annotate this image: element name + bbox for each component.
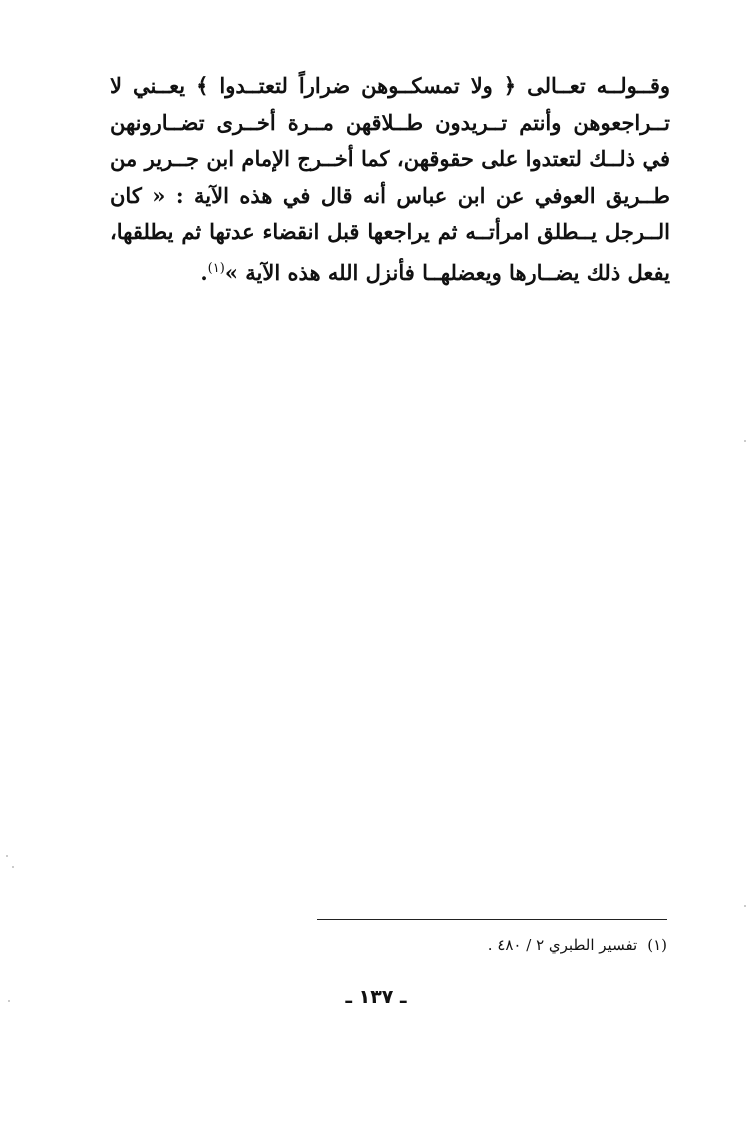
- paragraph-end: .: [200, 259, 208, 285]
- scan-speck: [744, 440, 746, 442]
- scan-speck: [6, 855, 8, 857]
- main-text-block: [110, 68, 670, 291]
- scan-speck: [12, 866, 14, 868]
- main-paragraph: [110, 68, 670, 291]
- scan-speck: [8, 1000, 10, 1002]
- footnote: [317, 933, 667, 957]
- scan-speck: [744, 905, 746, 907]
- footnote-marker: (١): [647, 936, 667, 954]
- footnote-separator: [317, 919, 667, 920]
- footnote-text: تفسير الطبري ٢ / ٤٨٠ .: [487, 936, 638, 954]
- footnote-reference: (١): [207, 260, 225, 276]
- paragraph-text: وقــولــه تعــالى ﴿ ولا تمسكــوهن ضراراً لتعتــدوا ﴾ يعــني لا تــراجعوهن وأنتم تــريدون طــلاقهن مــرة أخــرى تضــارونهن في ذلــك لتعتدوا على حقوقهن، كما أخــرج الإمام ابن جــرير من طــريق العوفي عن ابن عباس أنه قال في هذه الآية : « كان الــرجل يــطلق امرأتــه ثم يراجعها قبل انقضاء عدتها ثم يطلقها، يفعل ذلك يضــارها ويعضلهــا فأنزل الله هذه الآية »: [110, 73, 670, 285]
- page-number: ـ ١٣٧ ـ: [345, 986, 407, 1008]
